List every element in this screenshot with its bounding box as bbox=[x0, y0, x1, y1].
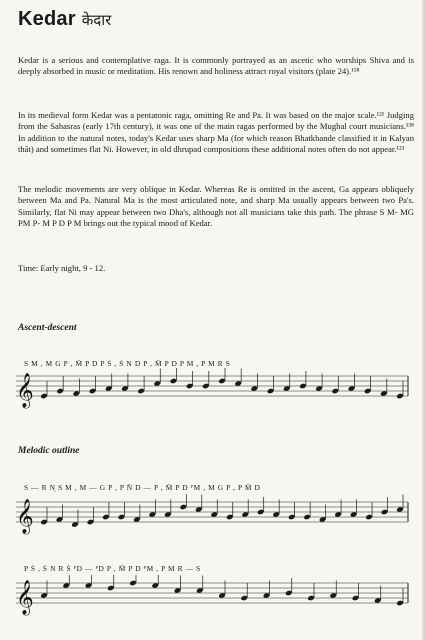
page-title: Kedar bbox=[18, 8, 76, 30]
header bbox=[18, 8, 111, 31]
sargam-line-ascent-descent: S M , M G P , M̄ P D P Ṡ , Ṡ N D P , M̄ P D P M , P M R S bbox=[24, 359, 231, 368]
music-staff-outline-2 bbox=[14, 575, 412, 619]
paragraph-history: In its medieval form Kedar was a pentatonic raga, omitting Re and Pa. It was based on the major scale.¹²¹ Judging from the Sahasras (early 17th century), it was one of the main ragas performed by the Mughal court musicians.¹³⁸ In addition to the natural notes, today's Kedar uses sharp Ma (for which reason Bhatkhande classified it in Kalyan thāt) and sometimes flat Ni. However, in old dhrupad compositions these additional notes often do not appear.¹²³ bbox=[18, 110, 414, 154]
paragraph-melody: The melodic movements are very oblique in Kedar. Whereas Re is omitted in the ascent, Ga appears obliquely between Ma and Pa. Natural Ma is the most articulated note, and sharp Ma usually appears between two Pa's. Similarly, flat Ni may appear between two Dha's, although not all musicians take this path. The phrase S M- MG PM P- M P D P M brings out the typical mood of Kedar. bbox=[18, 184, 414, 228]
sargam-line-outline-1: S — R N̦ S M , M — G P , P N̄ D — P , M̄ P D ᴾM , M G P , P M̄ D bbox=[24, 483, 261, 492]
sargam-line-outline-2: P Ṡ , Ṡ N R Ṡ ᴾD — ᴾD P , M̄ P D ᴾM , P M R — S bbox=[24, 564, 201, 573]
time-note: Time: Early night, 9 - 12. bbox=[18, 263, 106, 273]
section-heading-melodic-outline: Melodic outline bbox=[18, 446, 80, 456]
paragraph-intro: Kedar is a serious and contemplative raga. It is commonly portrayed as an ascetic who worships Shiva and is deeply absorbed in music or meditation. His renown and holiness attract royal visitors (plate 24).¹¹⁸ bbox=[18, 55, 414, 77]
page-edge bbox=[422, 0, 426, 640]
treble-clef-icon: 𝄞 bbox=[16, 373, 34, 408]
music-staff-ascent-descent bbox=[14, 368, 412, 412]
page-title-devanagari: केदार bbox=[81, 11, 112, 29]
music-staff-outline-1 bbox=[14, 494, 412, 538]
treble-clef-icon: 𝄞 bbox=[16, 499, 34, 534]
treble-clef-icon: 𝄞 bbox=[16, 580, 34, 615]
section-heading-ascent-descent: Ascent-descent bbox=[18, 323, 77, 333]
